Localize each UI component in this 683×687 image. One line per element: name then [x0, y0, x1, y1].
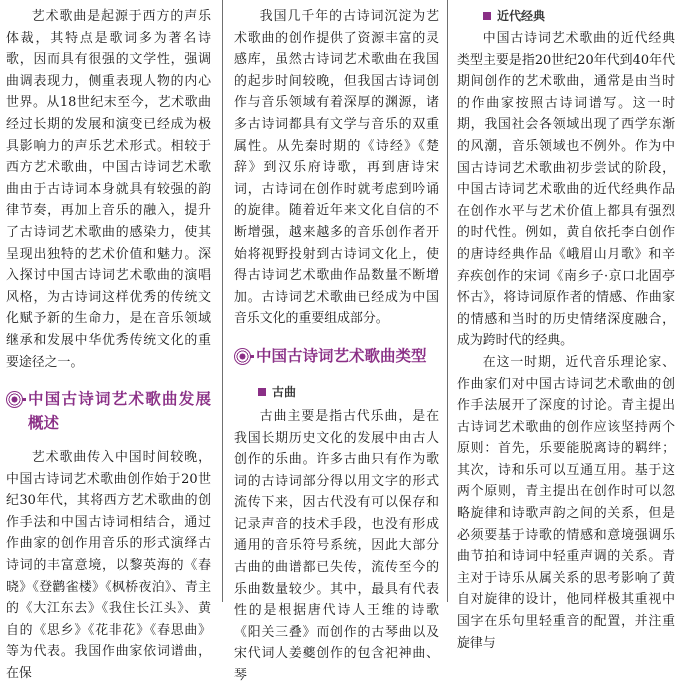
- section-bullet-icon: [234, 348, 251, 365]
- section-bullet-icon: [6, 391, 23, 408]
- section-heading-text: 中国古诗词艺术歌曲发展概述: [28, 390, 211, 433]
- section-heading-text: 中国古诗词艺术歌曲类型: [256, 346, 427, 365]
- body-paragraph: 在这一时期，近代音乐理论家、作曲家们对中国古诗词艺术歌曲的创作手法展开了深度的讨论。青主提出古诗词艺术歌曲的创作应该坚持两个原则：首先，乐要能脱离诗的羁绊；其次，诗和乐可以互通互用。基于这两个原则，青主提出在创作时可以忽略旋律和诗歌声韵之间的关系，但是必须要基于诗歌的情感和意境强调乐曲节拍和诗词中轻重声调的关系。青主对于诗乐从属关系的思考影响了黄自对旋律的设计，他同样极其重视中国字在乐句里轻重音的配置，并注重旋律与: [457, 354, 675, 651]
- column-middle: [234, 0, 439, 687]
- body-paragraph: 我国几千年的古诗词沉淀为艺术歌曲的创作提供了资源丰富的灵感库，虽然古诗词艺术歌曲在我国的起步时间较晚，但我国古诗词创作与音乐领域有着深厚的渊源，诸多古诗词都具有文学与音乐的双重属性。从先秦时期的《诗经》《楚辞》到汉乐府诗歌，再到唐诗宋词，古诗词在创作时就考虑到吟诵的旋律。随着近年来文化自信的不断增强，越来越多的音乐创作者开始将视野投射到古诗词文化上，使得古诗词艺术歌曲作品数量不断增加。古诗词艺术歌曲已经成为中国音乐文化的重要组成部分。: [234, 9, 439, 327]
- column-divider: [447, 0, 448, 602]
- subsection-heading-ancient: [258, 382, 439, 402]
- intro-paragraph: 艺术歌曲是起源于西方的声乐体裁，其特点是歌词多为著名诗歌，因而具有很强的文学性，强调曲调表现力，侧重表现人物的内心世界。从18世纪末至今，艺术歌曲经过长期的发展和演变已经成为极具影响力的声乐艺术形式。相较于西方艺术歌曲，中国古诗词艺术歌曲由于古诗词本身就具有较强的韵律节奏，再加上音乐的融入，提升了古诗词艺术歌曲的感染力，使其呈现出独特的艺术价值和魅力。深入探讨中国古诗词艺术歌曲的演唱风格，为古诗词这样优秀的传统文化赋予新的生命力，是在音乐领域继承和发展中华优秀传统文化的重要途径之一。: [6, 9, 211, 370]
- section-heading-development: [6, 387, 211, 435]
- body-paragraph: 中国古诗词艺术歌曲的近代经典类型主要是指20世纪20年代到40年代期间创作的艺术歌曲，通常是由当时的作曲家按照古诗词谱写。这一时期，我国社会各领域出现了西学东渐的风潮，音乐领域也不例外。作为中国古诗词艺术歌曲初步尝试的阶段，中国古诗词艺术歌曲的近代经典作品在创作水平与艺术价值上都具有强烈的时代性。例如，黄自依托李白创作的唐诗经典作品《峨眉山月歌》和辛弃疾创作的宋词《南乡子·京口北固亭怀古》，将诗词原作者的情感、作曲家的情感和当时的历史情绪深度融合，成为跨时代的经典。: [457, 31, 675, 349]
- subsection-heading-text: 近代经典: [497, 9, 546, 23]
- square-bullet-icon: [258, 388, 266, 396]
- section-heading-types: [234, 344, 439, 368]
- column-right: [457, 0, 675, 654]
- body-paragraph: 艺术歌曲传入中国时间较晚，中国古诗词艺术歌曲创作始于20世纪30年代，其将西方艺术歌曲的创作手法和中国古诗词相结合，通过作曲家的创作用音乐的形式演绎古诗词的丰富意境，以黎英海的《春晓》《登鹳雀楼》《枫桥夜泊》、青主的《大江东去》《我住长江头》、黄自的《思乡》《花非花》《春思曲》等为代表。我国作曲家依词谱曲，在保: [6, 450, 211, 682]
- subsection-heading-modern: [483, 6, 675, 26]
- column-left: [6, 0, 211, 685]
- body-paragraph: 古曲主要是指古代乐曲，是在我国长期历史文化的发展中由古人创作的乐曲。许多古曲只有作为歌词的古诗词部分得以用文字的形式流传下来，因古代没有可以保存和记录声音的技术手段，也没有形成通用的音乐符号系统，因此大部分古曲的曲谱都已失传，流传至今的乐曲数量较少。其中，最具有代表性的是根据唐代诗人王维的诗歌《阳关三叠》而创作的古琴曲以及宋代词人姜夔创作的包含祀神曲、琴: [234, 408, 439, 684]
- column-divider: [222, 0, 223, 602]
- subsection-heading-text: 古曲: [272, 384, 297, 399]
- square-bullet-icon: [483, 12, 491, 20]
